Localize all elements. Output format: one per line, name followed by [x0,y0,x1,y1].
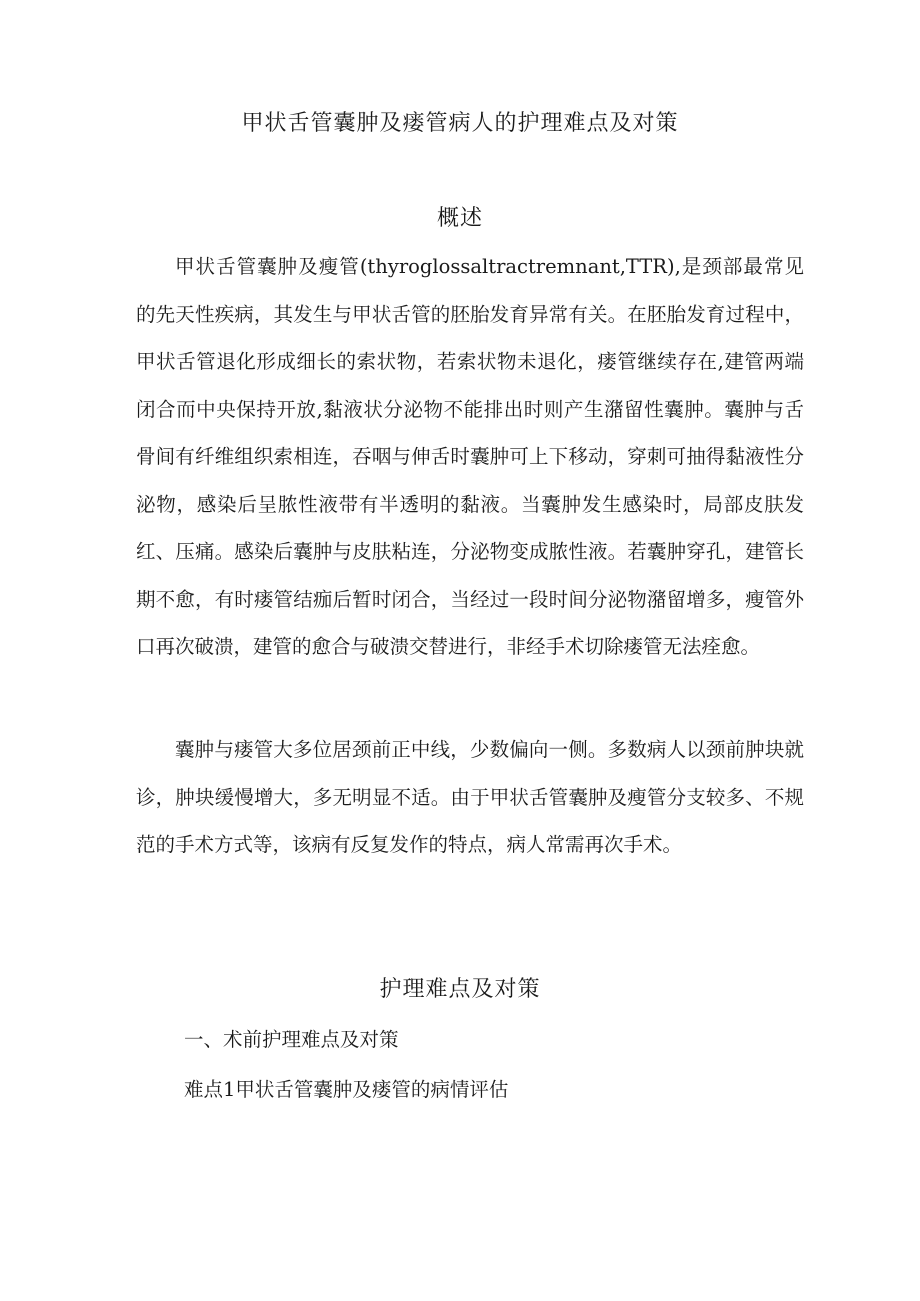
section-heading-nursing: 护理难点及对策 [379,977,541,1002]
overview-paragraph-1: 甲状舌管囊肿及瘦管(thyroglossaltractremnant,TTR),是颈部最常见的先天性疾病，其发生与甲状舌管的胚胎发育异常有关。在胚胎发育过程中，甲状舌管退化形成细长的索状物，若索状物未退化，瘘管继续存在,建管两端闭合而中央保持开放,黏液状分泌物不能排出时则产生潴留性囊肿。囊肿与舌骨间有纤维组织索相连，吞咽与伸舌时囊肿可上下移动，穿刺可抽得黏液性分泌物，感染后呈脓性液带有半透明的黏液。当囊肿发生感染时，局部皮肤发红、压痛。感染后囊肿与皮肤粘连，分泌物变成脓性液。若囊肿穿孔，建管长期不愈，有时瘘管结痂后暂时闭合，当经过一段时间分泌物潴留增多，瘦管外口再次破溃，建管的愈合与破溃交替进行，非经手术切除瘘管无法痊愈。 [136,255,804,658]
overview-paragraph-2: 囊肿与瘘管大多位居颈前正中线，少数偏向一侧。多数病人以颈前肿块就诊，肿块缓慢增大，多无明显不适。由于甲状舌管囊肿及瘦管分支较多、不规范的手术方式等，该病有反复发作的特点，病人常需再次手术。 [136,738,804,856]
document-title: 甲状舌管囊肿及瘘管病人的护理难点及对策 [241,111,679,136]
difficulty-item-1: 难点1甲状舌管囊肿及瘘管的病情评估 [184,1078,509,1101]
subheading-preoperative: 一、术前护理难点及对策 [184,1028,399,1051]
section-heading-overview: 概述 [436,206,483,231]
